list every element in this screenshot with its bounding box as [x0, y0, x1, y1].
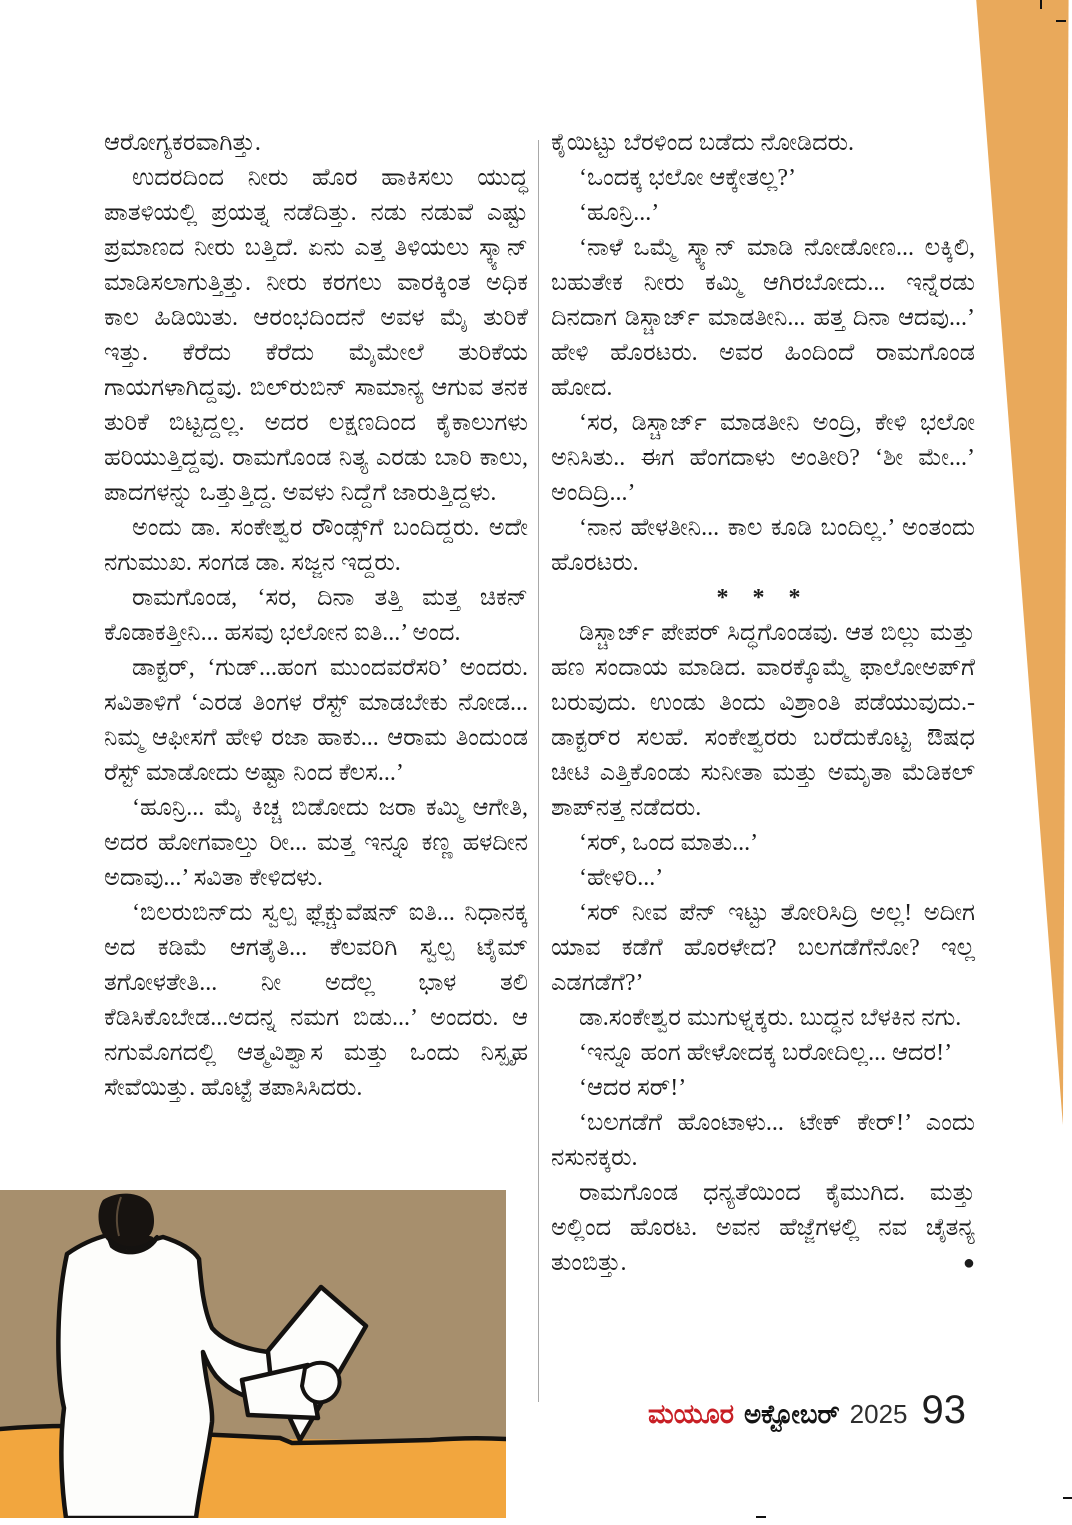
column-divider [538, 140, 539, 1402]
magazine-logo: ಮಯೂರ [647, 1399, 735, 1429]
left-column [104, 126, 528, 1106]
right-column [551, 126, 975, 1281]
paragraph: ಉದರದಿಂದ ನೀರು ಹೊರ ಹಾಕಿಸಲು ಯುದ್ಧ ಪಾತಳಿಯಲ್ಲಿ ಪ್ರಯತ್ನ ನಡೆದಿತ್ತು. ನಡು ನಡುವೆ ಎಷ್ಟು ಪ್ರಮಾಣದ ನೀರು ಬತ್ತಿದೆ. ಏನು ಎತ್ತ ತಿಳಿಯಲು ಸ್ಕ್ಯಾನ್ ಮಾಡಿಸಲಾಗುತ್ತಿತ್ತು. ನೀರು ಕರಗಲು ವಾರಕ್ಕಿಂತ ಅಧಿಕ ಕಾಲ ಹಿಡಿಯಿತು. ಆರಂಭದಿಂದನೆ ಅವಳ ಮೈ ತುರಿಕೆ ಇತ್ತು. ಕೆರೆದು ಕೆರೆದು ಮೈಮೇಲೆ ತುರಿಕೆಯ ಗಾಯಗಳಾಗಿದ್ದವು. ಬಿಲ್‌ರುಬಿನ್ ಸಾಮಾನ್ಯ ಆಗುವ ತನಕ ತುರಿಕೆ ಬಿಟ್ಟದ್ದಲ್ಲ. ಅದರ ಲಕ್ಷಣದಿಂದ ಕೈಕಾಲುಗಳು ಹರಿಯುತ್ತಿದ್ದವು. ರಾಮಗೊಂಡ ನಿತ್ಯ ಎರಡು ಬಾರಿ ಕಾಲು, ಪಾದಗಳನ್ನು ಒತ್ತುತ್ತಿದ್ದ. ಅವಳು ನಿದ್ದೆಗೆ ಜಾರುತ್ತಿದ್ದಳು. [104, 165, 528, 506]
paragraph: ‘ಹೇಳಿರಿ...’ [579, 865, 664, 891]
paragraph: ರಾಮಗೊಂಡ, ‘ಸರ, ದಿನಾ ತತ್ತಿ ಮತ್ತ ಚಿಕನ್ ಕೊಡಾಕತ್ತೀನಿ... ಹಸವು ಭಲೋನ ಐತಿ...’ ಅಂದ. [104, 585, 528, 646]
paragraph: ಡಾ.ಸಂಕೇಶ್ವರ ಮುಗುಳ್ನಕ್ಕರು. ಬುದ್ಧನ ಬೆಳಕಿನ ನಗು. [579, 1005, 962, 1031]
paragraph: ಅಂದು ಡಾ. ಸಂಕೇಶ್ವರ ರೌಂಡ್ಸ್‌ಗೆ ಬಂದಿದ್ದರು. ಅದೇ ನಗುಮುಖ. ಸಂಗಡ ಡಾ. ಸಜ್ಜನ ಇದ್ದರು. [104, 515, 528, 576]
crop-mark [1040, 0, 1042, 9]
paragraph: ಡಿಸ್ಚಾರ್ಜ್ ಪೇಪರ್ ಸಿದ್ಧಗೊಂಡವು. ಆತ ಬಿಲ್ಲು ಮತ್ತು ಹಣ ಸಂದಾಯ ಮಾಡಿದ. ವಾರಕ್ಕೊಮ್ಮೆ ಫಾಲೋಅಪ್‌ಗೆ ಬರುವುದು. ಉಂಡು ತಿಂದು ವಿಶ್ರಾಂತಿ ಪಡೆಯುವುದು.- ಡಾಕ್ಟರ್‌ರ ಸಲಹೆ. ಸಂಕೇಶ್ವರರು ಬರೆದುಕೊಟ್ಟ ಔಷಧ ಚೀಟಿ ಎತ್ತಿಕೊಂಡು ಸುನೀತಾ ಮತ್ತು ಅಮೃತಾ ಮೆಡಿಕಲ್ ಶಾಪ್‌ನತ್ತ ನಡೆದರು. [551, 620, 975, 821]
story-end-mark: ● [962, 1252, 975, 1274]
paragraph: ‘ಸರ, ಡಿಸ್ಚಾರ್ಜ್ ಮಾಡತೀನಿ ಅಂದ್ರಿ, ಕೇಳಿ ಭಲೋ ಅನಿಸಿತು.. ಈಗ ಹೆಂಗದಾಳು ಅಂತೀರಿ? ‘ಶೀ ಮೇ...’ ಅಂದಿದ್ರಿ...’ [551, 410, 975, 506]
paragraph: ‘ಬಿಲರುಬಿನ್‌ದು ಸ್ವಲ್ಪ ಫ್ಲೆಕ್ಚುವೆಷನ್ ಐತಿ... ನಿಧಾನಕ್ಕ ಅದ ಕಡಿಮೆ ಆಗತೈತಿ... ಕೆಲವರಿಗಿ ಸ್ವಲ್ಪ ಟೈಮ್ ತಗೋಳತೇತಿ... ನೀ ಅದೆಲ್ಲ ಭಾಳ ತಲಿ ಕೆಡಿಸಿಕೊಬೇಡ...ಅದನ್ನ ನಮಗ ಬಿಡು...’ ಅಂದರು. ಆ ನಗುಮೊಗದಲ್ಲಿ ಆತ್ಮವಿಶ್ವಾಸ ಮತ್ತು ಒಂದು ನಿಸ್ಪೃಹ ಸೇವೆಯಿತ್ತು. ಹೊಟ್ಟೆ ತಪಾಸಿಸಿದರು. [104, 900, 528, 1101]
crop-mark [1056, 20, 1066, 22]
doctor-hair [98, 1194, 154, 1248]
paragraph: ‘ಸರ್ ನೀವ ಪೆನ್ ಇಟ್ಟು ತೋರಿಸಿದ್ರಿ ಅಲ್ಲ! ಅದೀಗ ಯಾವ ಕಡೆಗೆ ಹೊರಳೇದ? ಬಲಗಡೆಗೆನೋ? ಇಲ್ಲ ಎಡಗಡೆಗೆ?’ [551, 900, 975, 996]
paragraph: ‘ಹೂನ್ರಿ... ಮೈ ಕಿಚ್ಚ ಬಿಡೋದು ಜರಾ ಕಮ್ಮಿ ಆಗೇತಿ, ಅದರ ಹೋಗವಾಲ್ತು ರೀ... ಮತ್ತ ಇನ್ನೂ ಕಣ್ಣ ಹಳದೀನ ಅದಾವು...’ ಸವಿತಾ ಕೇಳಿದಳು. [104, 795, 528, 891]
paragraph: ಆರೋಗ್ಯಕರವಾಗಿತ್ತು. [104, 130, 261, 156]
paragraph: ‘ಸರ್, ಒಂದ ಮಾತು...’ [579, 830, 759, 856]
page-number: 93 [921, 1388, 966, 1432]
doctor-hand [302, 1363, 340, 1403]
issue-month: ಅಕ್ಟೋಬರ್ [744, 1400, 840, 1429]
paragraph: ‘ಬಲಗಡೆಗೆ ಹೊಂಟಾಳು... ಟೇಕ್ ಕೇರ್!’ ಎಂದು ನಸುನಕ್ಕರು. [551, 1110, 975, 1171]
paragraph: ‘ಹೂನ್ರಿ...’ [579, 200, 660, 226]
paragraph: ರಾಮಗೊಂಡ ಧನ್ಯತೆಯಿಂದ ಕೈಮುಗಿದ. ಮತ್ತು ಅಲ್ಲಿಂದ ಹೊರಟ. ಅವನ ಹೆಜ್ಜೆಗಳಲ್ಲಿ ನವ ಚೈತನ್ಯ ತುಂಬಿತ್ತು. ● [551, 1176, 975, 1281]
paragraph: ಕೈಯಿಟ್ಟು ಬೆರಳಿಂದ ಬಡೆದು ನೋಡಿದರು. [551, 130, 854, 156]
paragraph: ಡಾಕ್ಟರ್, ‘ಗುಡ್...ಹಂಗ ಮುಂದವರೆಸರಿ’ ಅಂದರು. ಸವಿತಾಳಿಗೆ ‘ಎರಡ ತಿಂಗಳ ರೆಸ್ಟ್ ಮಾಡಬೇಕು ನೋಡ... ನಿಮ್ಮ ಆಫೀಸಗೆ ಹೇಳಿ ರಜಾ ಹಾಕು... ಆರಾಮ ತಿಂದುಂಡ ರೆಸ್ಟ್ ಮಾಡೋದು ಅಷ್ಟಾ ನಿಂದ ಕೆಲಸ...’ [104, 655, 528, 786]
corner-wedge-decoration [958, 0, 1072, 1125]
section-separator: * * * [716, 585, 810, 611]
doctor-illustration [0, 1190, 506, 1518]
crop-mark [756, 1516, 766, 1518]
crop-mark [1063, 1497, 1072, 1499]
page-footer [538, 1388, 966, 1433]
paragraph: ‘ಆದರ ಸರ್!’ [579, 1075, 687, 1101]
paragraph: ‘ನಾನ ಹೇಳತೀನಿ... ಕಾಲ ಕೂಡಿ ಬಂದಿಲ್ಲ.’ ಅಂತಂದು ಹೊರಟರು. [551, 515, 975, 576]
paragraph: ‘ಇನ್ನೂ ಹಂಗ ಹೇಳೋದಕ್ಕ ಬರೋದಿಲ್ಲ... ಆದರ!’ [579, 1040, 953, 1066]
issue-year: 2025 [849, 1399, 908, 1429]
paragraph: ‘ನಾಳೆ ಒಮ್ಮೆ ಸ್ಕ್ಯಾನ್ ಮಾಡಿ ನೋಡೋಣ... ಲಕ್ಕಿಲಿ, ಬಹುತೇಕ ನೀರು ಕಮ್ಮಿ ಆಗಿರಬೋದು... ಇನ್ನೆರಡು ದಿನದಾಗ ಡಿಸ್ಚಾರ್ಜ್ ಮಾಡತೀನಿ... ಹತ್ತ ದಿನಾ ಆದವು...’ ಹೇಳಿ ಹೊರಟರು. ಅವರ ಹಿಂದಿಂದೆ ರಾಮಗೊಂಡ ಹೋದ. [551, 235, 975, 401]
paragraph: ‘ಒಂದಕ್ಕ ಭಲೋ ಆಕ್ಕೇತಲ್ಲ?’ [579, 165, 797, 191]
